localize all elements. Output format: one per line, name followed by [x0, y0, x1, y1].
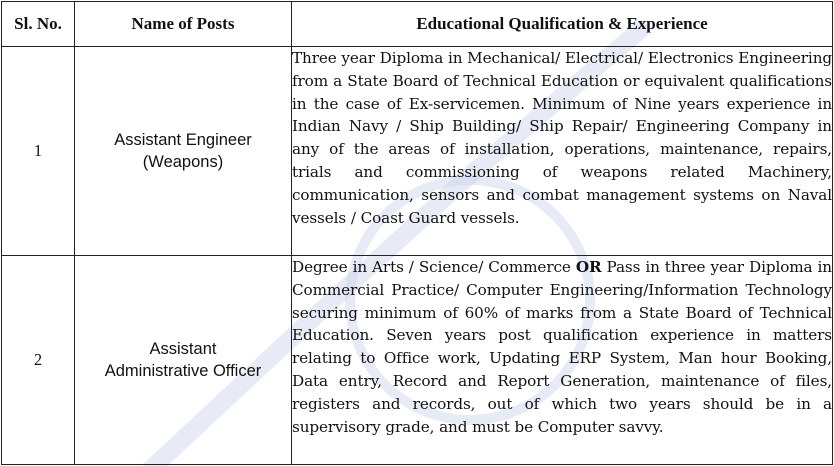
- row-2-post-line1: Assistant: [149, 340, 217, 358]
- table-row: [2, 47, 833, 256]
- row-2-qualification-part1: Degree in Arts / Science/ Commerce: [292, 258, 576, 276]
- row-1-qualification: Three year Diploma in Mechanical/ Electrical/ Electronics Engineering from a State Board of Technical Education or equivalent qualifications in the case of Ex-servicemen. Minimum of Nine years experience in Indian Navy / Ship Building/ Ship Repair/ Engineering Company in any of the areas of installation, operations, maintenance, repairs, trials and commissioning of weapons related Machinery, communication, sensors and combat management systems on Naval vessels / Coast Guard vessels.: [292, 47, 833, 256]
- row-2-post-line2: Administrative Officer: [104, 362, 262, 380]
- row-1-sl-no: 1: [2, 47, 75, 256]
- row-2-sl-no: 2: [2, 256, 75, 465]
- posts-table: [1, 1, 833, 465]
- row-2-qualification-or: OR: [575, 258, 602, 276]
- header-name-of-posts: Name of Posts: [75, 2, 292, 47]
- row-2-qualification: [292, 256, 833, 465]
- header-row: [2, 2, 833, 47]
- header-sl-no: Sl. No.: [2, 2, 75, 47]
- table-row: [2, 256, 833, 465]
- row-1-post-line1: Assistant Engineer: [114, 131, 252, 149]
- row-1-post-name: [75, 47, 292, 256]
- row-1-post-line2: (Weapons): [142, 153, 224, 171]
- header-qualification: Educational Qualification & Experience: [292, 2, 833, 47]
- row-2-qualification-part2: Pass in three year Diploma in Commercial Practice/ Computer Engineering/Information Technology securing minimum of 60% of marks from a State Board of Technical Education. Seven years post qualification experience in matters relating to Office work, Updating ERP System, Man hour Booking, Data entry, Record and Report Generation, maintenance of files, registers and records, out of which two years should be in a supervisory grade, and must be Computer savvy.: [292, 258, 832, 436]
- row-2-post-name: [75, 256, 292, 465]
